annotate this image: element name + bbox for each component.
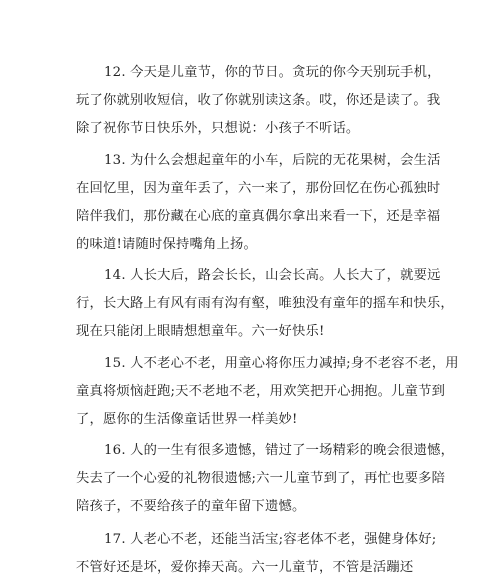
paragraph-15 bbox=[76, 350, 459, 434]
text-line: 在回忆里，因为童年丢了，六一来了，那份回忆在伤心孤独时 bbox=[76, 181, 441, 196]
text-line: 陪孩子，不要给孩子的童年留下遗憾。 bbox=[76, 499, 306, 514]
paragraph-16 bbox=[76, 437, 455, 521]
paragraph-17 bbox=[76, 526, 437, 582]
text-line: 16. 人的一生有很多遗憾，错过了一场精彩的晚会很遗憾， bbox=[104, 443, 455, 458]
text-line: 童真将烦恼赶跑;天不老地不老，用欢笑把开心拥抱。儿童节到 bbox=[76, 384, 446, 399]
paragraph-12 bbox=[76, 59, 441, 143]
text-line: 陪伴我们，那份藏在心底的童真偶尔拿出来看一下，还是幸福 bbox=[76, 209, 441, 224]
text-line: 12. 今天是儿童节，你的节日。贪玩的你今天别玩手机， bbox=[104, 65, 441, 80]
text-line: 13. 为什么会想起童年的小车，后院的无花果树，会生活 bbox=[104, 153, 441, 168]
text-line: 除了祝你节日快乐外，只想说：小孩子不听话。 bbox=[76, 121, 360, 136]
text-line: 失去了一个心爱的礼物很遗憾;六一儿童节到了，再忙也要多陪 bbox=[76, 471, 446, 486]
text-line: 现在只能闭上眼睛想想童年。六一好快乐! bbox=[76, 324, 325, 339]
text-line: 不管好还是坏，爱你捧天高。六一儿童节，不管是活蹦还 bbox=[76, 560, 414, 575]
paragraph-13 bbox=[76, 147, 441, 259]
text-line: 17. 人老心不老，还能当活宝;容老体不老，强健身体好; bbox=[104, 532, 437, 547]
paragraph-14 bbox=[76, 262, 454, 346]
text-line: 14. 人长大后，路会长长，山会长高。人长大了，就要远 bbox=[104, 268, 441, 283]
text-line: 的味道!请随时保持嘴角上扬。 bbox=[76, 237, 258, 252]
text-line: 15. 人不老心不老，用童心将你压力减掉;身不老容不老，用 bbox=[104, 356, 459, 371]
text-line: 了，愿你的生活像童话世界一样美妙! bbox=[76, 412, 298, 427]
text-line: 玩了你就别收短信，收了你就别读这条。哎，你还是读了。我 bbox=[76, 93, 441, 108]
text-line: 行，长大路上有风有雨有沟有壑，唯独没有童年的摇车和快乐， bbox=[76, 296, 454, 311]
